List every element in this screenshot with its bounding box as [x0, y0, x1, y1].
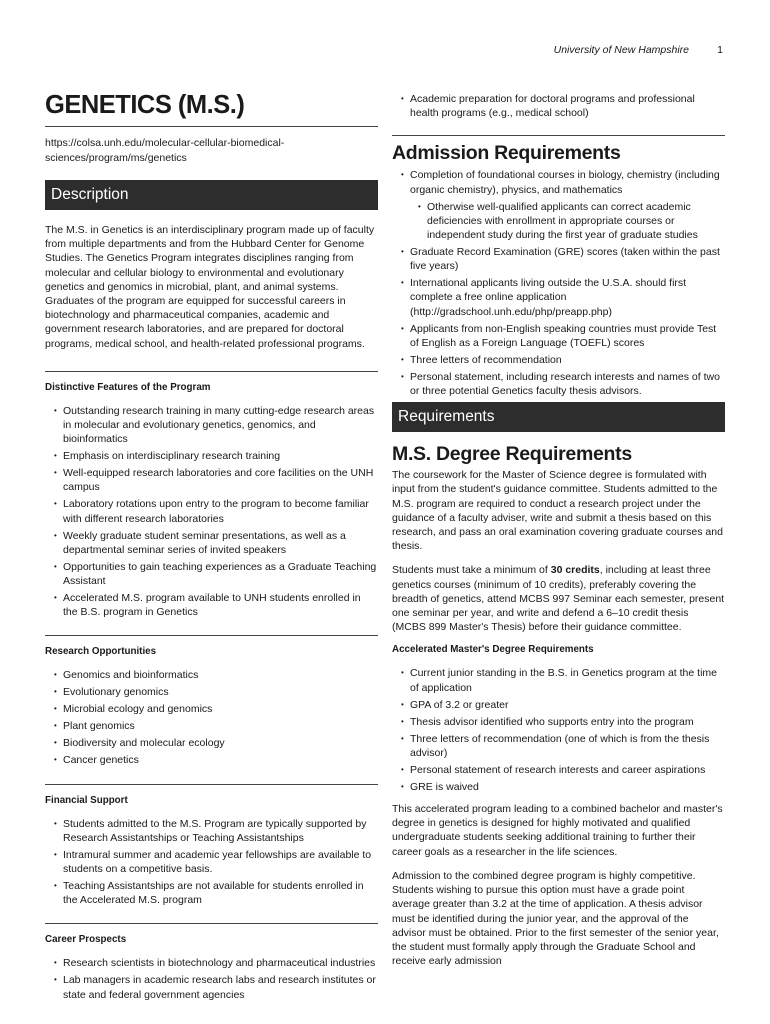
list-item: • Graduate Record Examination (GRE) scores (taken within the past five years): [392, 245, 725, 273]
list-item: • Biodiversity and molecular ecology: [45, 736, 378, 750]
list-item: • Emphasis on interdisciplinary research training: [45, 449, 378, 463]
list-item: • Teaching Assistantships are not available for students enrolled in the Accelerated M.S. program: [45, 879, 378, 907]
list-item: • Cancer genetics: [45, 753, 378, 767]
list-item: • Thesis advisor identified who supports entry into the program: [392, 715, 725, 729]
description-text: The M.S. in Genetics is an interdisciplinary program made up of faculty from multiple departments and from the Hubbard Center for Genome Studies. The Genetics Program integrates disciplines ranging from molecular and cellular biology to environmental and evolutionary genetics and genomics in microbial, plant, and animal systems. Graduates of the program are equipped for successful careers in biotechnology and pharmaceutical companies, academic and government research laboratories, and are prepared for doctoral programs, medical school, and health-related professional programs.: [45, 224, 375, 350]
financial-support-heading: Financial Support: [45, 784, 378, 807]
university-name: University of New Hampshire: [553, 44, 689, 56]
page-header: [0, 44, 770, 62]
credits-text-after: , including at least three genetics courses (minimum of 10 credits), preferably covering the breadth of genetics, attend MCBS 997 Seminar each semester, present one seminar per year, and write and defend a 6–10 credit thesis (MCBS 899 Master's Thesis) before their guidance committee.: [392, 564, 725, 634]
accelerated-requirements-list: [392, 666, 725, 794]
list-item: • GPA of 3.2 or greater: [392, 698, 725, 712]
credits-minimum: 30 credits: [550, 564, 600, 577]
list-item: • Lab managers in academic research labs and research institutes or state and federal government agencies: [45, 973, 378, 1001]
list-item: • Three letters of recommendation (one of which is from the thesis advisor): [392, 732, 725, 760]
description-heading: Description: [45, 180, 378, 210]
program-url[interactable]: https://colsa.unh.edu/molecular-cellular-biomedical-sciences/program/ms/genetics: [45, 137, 285, 164]
list-item: • Outstanding research training in many cutting-edge research areas in molecular and evolutionary genetics, genomics, and bioinformatics: [45, 404, 378, 447]
career-prospects-list-continued: [392, 92, 725, 120]
list-item: • Weekly graduate student seminar presentations, as well as a departmental seminar series of invited speakers: [45, 529, 378, 557]
accelerated-requirements-heading: Accelerated Master's Degree Requirements: [392, 644, 594, 656]
list-item: • Applicants from non-English speaking countries must provide Test of English as a Foreign Language (TOEFL) scores: [392, 322, 725, 350]
list-item: • Evolutionary genomics: [45, 685, 378, 699]
list-item: • Three letters of recommendation: [392, 353, 725, 367]
research-opportunities-heading: Research Opportunities: [45, 635, 378, 658]
list-item: • Academic preparation for doctoral programs and professional health programs (e.g., medical school): [392, 92, 725, 120]
list-item: • Opportunities to gain teaching experiences as a Graduate Teaching Assistant: [45, 560, 378, 588]
degree-requirements-paragraph: The coursework for the Master of Science degree is formulated with input from the student's guidance committee. Students admitted to the M.S. program are required to conduct a research project under the guidance of a faculty adviser, write and submit a thesis based on this research, and pass an oral examination covering graduate courses and thesis.: [392, 469, 723, 553]
requirements-heading: Requirements: [392, 402, 725, 432]
page-number: 1: [717, 44, 723, 56]
list-item: • Genomics and bioinformatics: [45, 668, 378, 682]
list-item: • International applicants living outside the U.S.A. should first complete a free online application (http://gradschool.unh.edu/php/preapp.php): [392, 276, 725, 319]
distinctive-features-heading: Distinctive Features of the Program: [45, 371, 378, 394]
list-item: • Personal statement, including research interests and names of two or three potential Genetics faculty thesis advisors.: [392, 370, 725, 398]
list-item: • Plant genomics: [45, 719, 378, 733]
list-item: • Intramural summer and academic year fellowships are available to students on a competitive basis.: [45, 848, 378, 876]
admission-requirements-heading: Admission Requirements: [392, 135, 725, 165]
credits-paragraph: [392, 563, 725, 634]
list-item: • Microbial ecology and genomics: [45, 702, 378, 716]
list-item: • Personal statement of research interests and career aspirations: [392, 763, 725, 777]
distinctive-features-list: [45, 404, 378, 620]
list-item: • Current junior standing in the B.S. in Genetics program at the time of application: [392, 666, 725, 694]
right-column: [392, 90, 725, 968]
research-opportunities-list: [45, 668, 378, 767]
ms-degree-requirements-heading: M.S. Degree Requirements: [392, 443, 632, 466]
list-item: • Completion of foundational courses in biology, chemistry (including organic chemistry), physics, and mathematics: [392, 168, 725, 196]
credits-text-before: Students must take a minimum of: [392, 564, 551, 577]
accelerated-program-paragraph: This accelerated program leading to a combined bachelor and master's degree in genetics is designed for highly motivated and qualified undergraduate students seeking additional training to further their career goals as a researcher in the life sciences.: [392, 803, 723, 858]
career-prospects-list: [45, 956, 378, 1001]
list-item: • Laboratory rotations upon entry to the program to become familiar with different research laboratories: [45, 497, 378, 525]
list-item: • Students admitted to the M.S. Program are typically supported by Research Assistantships or Teaching Assistantships: [45, 817, 378, 845]
list-item: • Research scientists in biotechnology and pharmaceutical industries: [45, 956, 378, 970]
admission-competitive-paragraph: Admission to the combined degree program is highly competitive. Students wishing to pursue this option must have a grade point average greater than 3.2 at the time of application. A thesis advisor must be identified during the junior year, and the approval of the advisor must be obtained. Prior to the first semester of the senior year, the student must formally apply through the Graduate School and receive early admission: [392, 869, 719, 968]
page-title: GENETICS (M.S.): [45, 90, 378, 127]
career-prospects-heading: Career Prospects: [45, 923, 378, 946]
list-subitem: • Otherwise well-qualified applicants can correct academic deficiencies with enrollment in appropriate courses or independent study during the first year of graduate studies: [392, 200, 725, 243]
list-item: • Well-equipped research laboratories and core facilities on the UNH campus: [45, 466, 378, 494]
list-item: • Accelerated M.S. program available to UNH students enrolled in the B.S. program in Genetics: [45, 591, 378, 619]
list-item: • GRE is waived: [392, 780, 725, 794]
left-column: [45, 90, 378, 1005]
admission-requirements-list: [392, 168, 725, 398]
financial-support-list: [45, 817, 378, 908]
